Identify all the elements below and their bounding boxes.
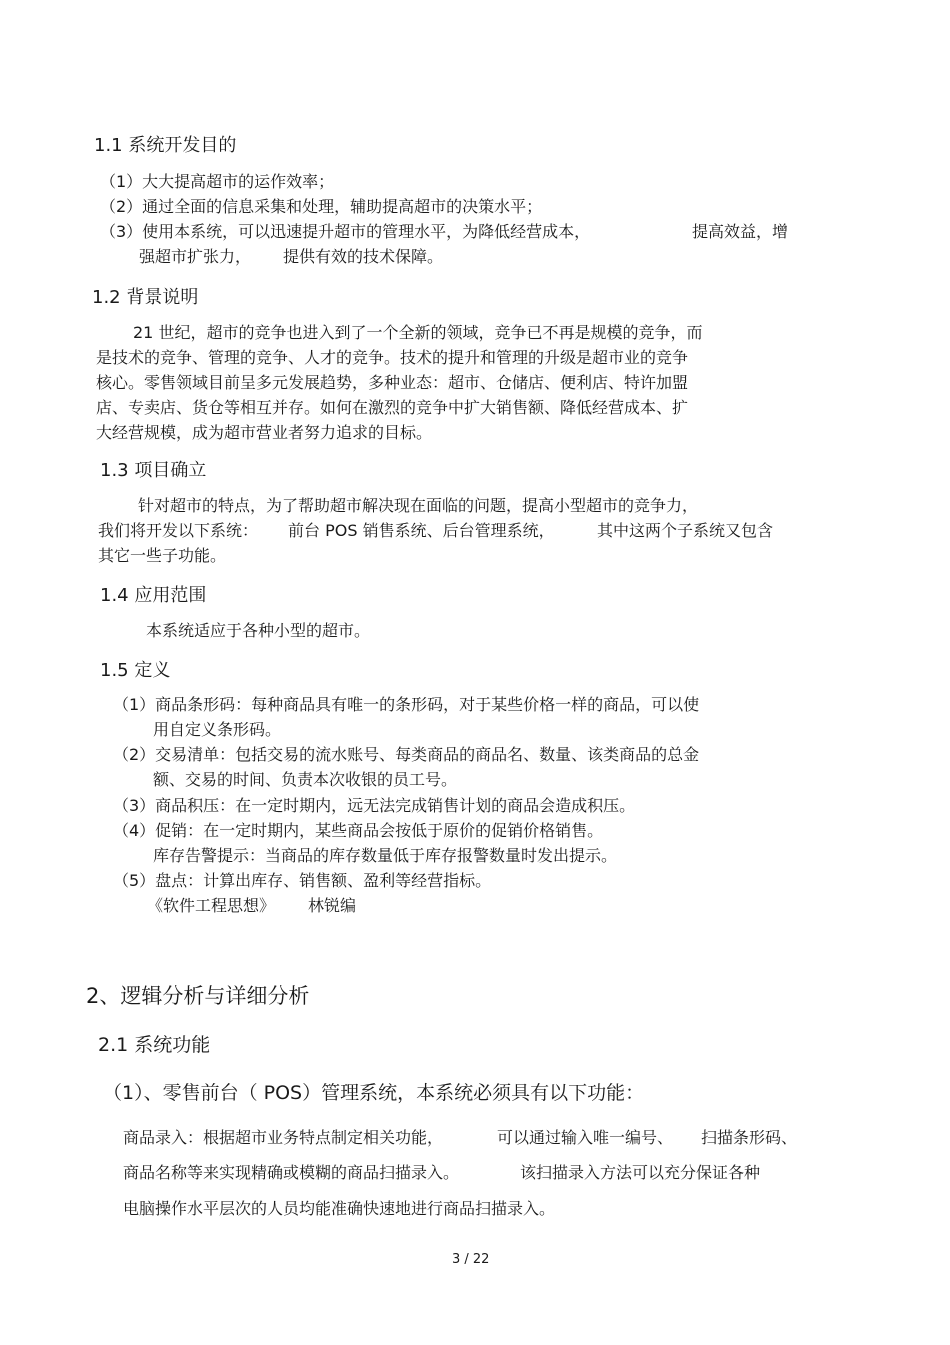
chapter-2-heading: 2、逻辑分析与详细分析 [86, 984, 310, 1008]
list-item-cont: 强超市扩张力， [139, 247, 252, 266]
paragraph-line: 是技术的竞争、管理的竞争、人才的竞争。技术的提升和管理的升级是超市业的竞争 [96, 348, 689, 367]
paragraph-line: 本系统适应于各种小型的超市。 [146, 621, 371, 640]
paragraph-line: 其它一些子功能。 [98, 546, 227, 565]
list-item: （2）通过全面的信息采集和处理，辅助提高超市的决策水平； [100, 197, 543, 216]
definition-item: （5）盘点：计算出库存、销售额、盈利等经营指标。 [113, 871, 492, 890]
definition-item-cont: 库存告警提示：当商品的库存数量低于库存报警数量时发出提示。 [153, 846, 618, 865]
paragraph-line: 前台 POS 销售系统、后台管理系统， [288, 521, 555, 540]
section-1-2-heading: 1.2 背景说明 [92, 287, 199, 308]
definition-item: （3）商品积压：在一定时期内，远无法完成销售计划的商品会造成积压。 [113, 796, 636, 815]
section-2-1-heading: 2.1 系统功能 [98, 1034, 211, 1056]
page-number: 3 / 22 [452, 1252, 490, 1267]
reference-title: 《软件工程思想》 [147, 896, 276, 915]
item-heading: （1）、零售前台（ POS）管理系统，本系统必须具有以下功能： [103, 1082, 645, 1104]
paragraph-line: 核心。零售领域目前呈多元发展趋势，多种业态：超市、仓储店、便利店、特许加盟 [96, 373, 689, 392]
reference-author: 林锐编 [308, 896, 357, 915]
paragraph-line: 商品名称等来实现精确或模糊的商品扫描录入。 [123, 1163, 460, 1182]
list-item-cont: 提高效益，增 [692, 222, 789, 241]
paragraph-line: 扫描条形码、 [701, 1128, 798, 1147]
definition-item: （1）商品条形码：每种商品具有唯一的条形码，对于某些价格一样的商品，可以使 [113, 695, 700, 714]
list-item: （3）使用本系统，可以迅速提升超市的管理水平，为降低经营成本， [100, 222, 591, 241]
section-1-4-heading: 1.4 应用范围 [100, 585, 207, 606]
section-1-3-heading: 1.3 项目确立 [100, 460, 207, 481]
paragraph-line: 电脑操作水平层次的人员均能准确快速地进行商品扫描录入。 [123, 1199, 556, 1218]
definition-item-cont: 额、交易的时间、负责本次收银的员工号。 [153, 770, 458, 789]
definition-item: （4）促销：在一定时期内，某些商品会按低于原价的促销价格销售。 [113, 821, 604, 840]
paragraph-line: 21 世纪，超市的竞争也进入到了一个全新的领域，竞争已不再是规模的竞争，而 [133, 323, 703, 342]
paragraph-line: 商品录入：根据超市业务特点制定相关功能， [123, 1128, 444, 1147]
paragraph-line: 可以通过输入唯一编号、 [497, 1128, 674, 1147]
paragraph-line: 大经营规模，成为超市营业者努力追求的目标。 [96, 423, 433, 442]
definition-item-cont: 用自定义条形码。 [153, 720, 282, 739]
paragraph-line: 其中这两个子系统又包含 [597, 521, 774, 540]
section-1-1-heading: 1.1 系统开发目的 [94, 135, 237, 156]
paragraph-line: 针对超市的特点，为了帮助超市解决现在面临的问题，提高小型超市的竞争力， [138, 496, 699, 515]
list-item-cont: 提供有效的技术保障。 [283, 247, 444, 266]
paragraph-line: 该扫描录入方法可以充分保证各种 [520, 1163, 761, 1182]
definition-item: （2）交易清单：包括交易的流水账号、每类商品的商品名、数量、该类商品的总金 [113, 745, 700, 764]
section-1-5-heading: 1.5 定义 [100, 660, 171, 681]
paragraph-line: 我们将开发以下系统： [98, 521, 259, 540]
paragraph-line: 店、专卖店、货仓等相互并存。如何在激烈的竞争中扩大销售额、降低经营成本、扩 [96, 398, 689, 417]
list-item: （1）大大提高超市的运作效率； [100, 172, 335, 191]
